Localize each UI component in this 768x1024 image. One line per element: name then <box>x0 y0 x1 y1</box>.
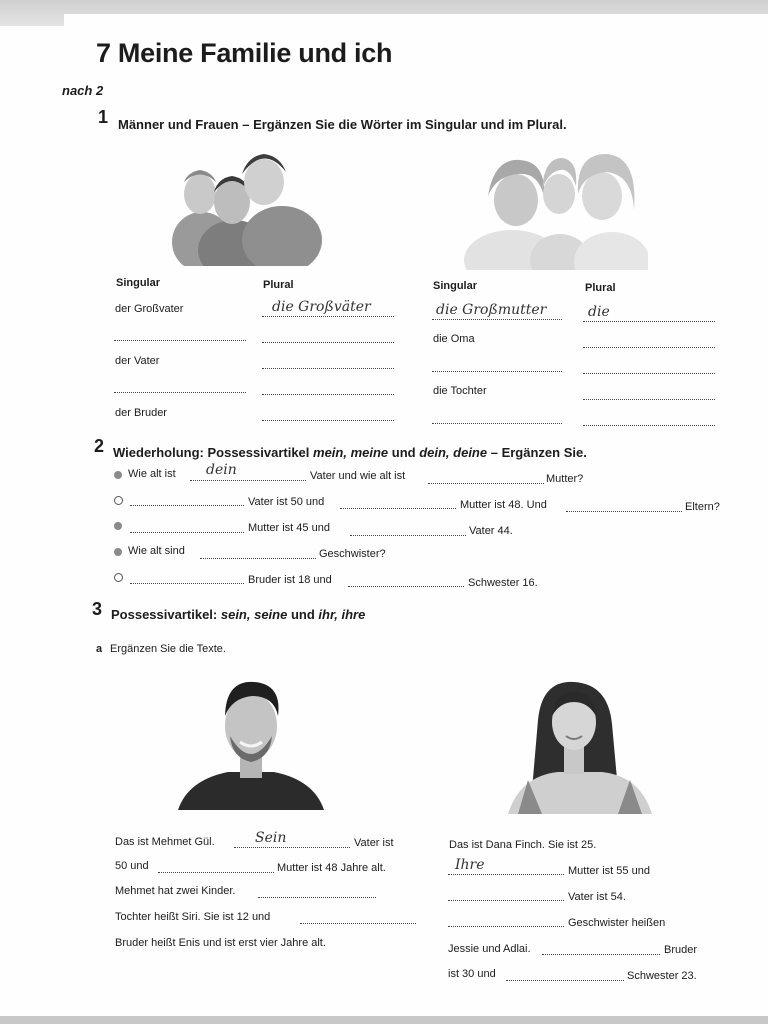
section-reference: nach 2 <box>62 83 104 98</box>
answer-line[interactable] <box>348 586 464 587</box>
dialogue-text: Bruder ist 18 und <box>248 574 332 586</box>
dialogue-text: Eltern? <box>685 501 720 513</box>
exercise-3-number: 3 <box>92 599 103 619</box>
text-dana: ist 30 und <box>448 968 496 980</box>
answer-line[interactable] <box>448 926 564 927</box>
answer-line[interactable] <box>432 423 562 424</box>
dialogue-text: Vater 44. <box>469 525 513 537</box>
left-plural-header: Plural <box>263 279 294 291</box>
answer-line[interactable] <box>448 874 564 875</box>
text-mehmet: Tochter heißt Siri. Sie ist 12 und <box>115 911 271 923</box>
text-dana: Das ist Dana Finch. Sie ist 25. <box>449 839 597 851</box>
speaker-b-bullet <box>114 573 123 582</box>
three-generations-men-photo <box>172 142 324 266</box>
answer-line[interactable] <box>262 394 394 395</box>
sub-exercise-instruction: Ergänzen Sie die Texte. <box>110 643 226 655</box>
answer-line[interactable] <box>428 483 544 484</box>
three-generations-women-photo <box>464 150 648 270</box>
left-plural-answer: die Großväter <box>272 299 371 315</box>
page-title: 7 Meine Familie und ich <box>96 38 393 68</box>
right-singular-answer: die Großmutter <box>436 302 547 318</box>
left-singular-cell: der Bruder <box>115 407 167 419</box>
answer-line[interactable] <box>566 511 682 512</box>
text-mehmet: Mehmet hat zwei Kinder. <box>115 885 236 897</box>
dialogue-text: Wie alt ist <box>128 468 176 480</box>
answer-line[interactable] <box>262 368 394 369</box>
answer-line[interactable] <box>262 316 394 317</box>
text-mehmet: Das ist Mehmet Gül. <box>115 836 215 848</box>
answer-line[interactable] <box>542 954 660 955</box>
speaker-a-bullet <box>114 548 122 556</box>
exercise-2-number: 2 <box>94 436 105 456</box>
dialogue-text: Schwester 16. <box>468 577 538 589</box>
answer-line[interactable] <box>130 583 244 584</box>
right-plural-header: Plural <box>585 282 616 294</box>
man-portrait-photo <box>178 676 324 810</box>
answer-line[interactable] <box>300 923 416 924</box>
text-dana: Jessie und Adlai. <box>448 943 531 955</box>
dialogue-answer: dein <box>206 462 237 478</box>
answer-line[interactable] <box>448 900 564 901</box>
text-dana: Geschwister heißen <box>568 917 666 929</box>
text-dana: Mutter ist 55 und <box>568 865 650 877</box>
text-mehmet: Mutter ist 48 Jahre alt. <box>277 862 386 874</box>
text-dana: Bruder <box>664 944 698 956</box>
answer-line[interactable] <box>506 980 624 981</box>
dialogue-text: Vater und wie alt ist <box>310 470 406 482</box>
text-mehmet: 50 und <box>115 860 149 872</box>
right-singular-header: Singular <box>433 280 478 292</box>
dialogue-text: Geschwister? <box>319 548 386 560</box>
answer-line[interactable] <box>190 480 306 481</box>
answer-line[interactable] <box>350 535 466 536</box>
right-plural-answer: die <box>588 304 610 320</box>
woman-portrait-photo <box>508 680 652 814</box>
right-singular-cell: die Tochter <box>433 385 487 397</box>
answer-line[interactable] <box>114 392 246 393</box>
answer-line[interactable] <box>262 420 394 421</box>
text-dana: Vater ist 54. <box>568 891 626 903</box>
answer-line[interactable] <box>432 371 562 372</box>
right-singular-cell: die Oma <box>433 333 475 345</box>
sub-exercise-letter: a <box>96 643 103 655</box>
text-mehmet: Bruder heißt Enis und ist erst vier Jahre alt. <box>115 937 326 949</box>
text-dana: Schwester 23. <box>627 970 697 982</box>
left-singular-header: Singular <box>116 277 161 289</box>
answer-line[interactable] <box>130 532 244 533</box>
exercise-3-instruction: Possessivartikel: sein, seine und ihr, ihre <box>111 607 366 622</box>
left-singular-cell: der Vater <box>115 355 160 367</box>
text-answer: Sein <box>255 830 287 846</box>
answer-line[interactable] <box>262 342 394 343</box>
answer-line[interactable] <box>432 319 562 320</box>
dialogue-text: Mutter ist 48. Und <box>460 499 547 511</box>
answer-line[interactable] <box>130 505 244 506</box>
left-singular-cell: der Großvater <box>115 303 184 315</box>
answer-line[interactable] <box>583 425 715 426</box>
dialogue-text: Vater ist 50 und <box>248 496 325 508</box>
dialogue-text: Wie alt sind <box>128 545 185 557</box>
exercise-1-instruction: Männer und Frauen – Ergänzen Sie die Wörter im Singular und im Plural. <box>118 117 567 132</box>
dialogue-text: Mutter ist 45 und <box>248 522 330 534</box>
speaker-a-bullet <box>114 471 122 479</box>
title-tab <box>64 14 768 40</box>
answer-line[interactable] <box>200 558 316 559</box>
answer-line[interactable] <box>583 399 715 400</box>
exercise-2-instruction: Wiederholung: Possessivartikel mein, meine und dein, deine – Ergänzen Sie. <box>113 445 587 460</box>
text-answer: Ihre <box>455 857 485 873</box>
exercise-1-number: 1 <box>98 107 109 127</box>
answer-line[interactable] <box>234 847 350 848</box>
answer-line[interactable] <box>583 347 715 348</box>
speaker-a-bullet <box>114 522 122 530</box>
answer-line[interactable] <box>114 340 246 341</box>
answer-line[interactable] <box>258 897 376 898</box>
answer-line[interactable] <box>583 321 715 322</box>
answer-line[interactable] <box>158 872 274 873</box>
bottom-band <box>0 1016 768 1024</box>
dialogue-text: Mutter? <box>546 473 584 485</box>
answer-line[interactable] <box>340 508 456 509</box>
speaker-b-bullet <box>114 496 123 505</box>
answer-line[interactable] <box>583 373 715 374</box>
text-mehmet: Vater ist <box>354 837 394 849</box>
